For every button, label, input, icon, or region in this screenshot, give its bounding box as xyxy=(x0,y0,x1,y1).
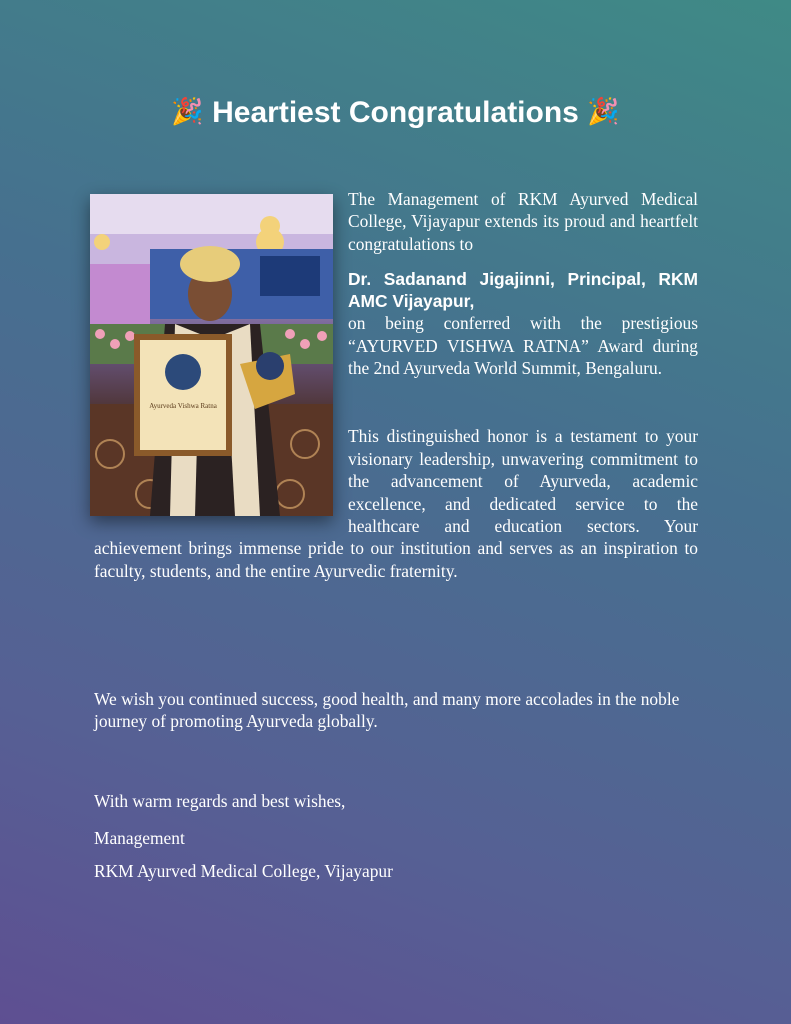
party-popper-icon: 🎉 xyxy=(171,96,204,126)
title-text: Heartiest Congratulations xyxy=(212,96,579,129)
wishes-paragraph: We wish you continued success, good health, and many more accolades in the noble journey of promoting Ayurveda globally. xyxy=(94,689,680,732)
signoff-college: RKM Ayurved Medical College, Vijayapur xyxy=(94,861,393,881)
award-paragraph: on being conferred with the prestigious “AYURVED VISHWA RATNA” Award during the 2nd Ayurveda World Summit, Bengaluru. xyxy=(348,313,698,379)
message-body xyxy=(94,188,698,582)
awardee-name: Dr. Sadanand Jigajinni, Principal, RKM AMC Vijayapur, xyxy=(348,269,698,312)
page-title xyxy=(0,96,791,130)
intro-paragraph: The Management of RKM Ayurved Medical College, Vijayapur extends its proud and heartfelt congratulations to xyxy=(348,189,698,254)
plaque-text: Ayurveda Vishwa Ratna xyxy=(149,402,217,410)
party-popper-icon: 🎉 xyxy=(587,96,620,126)
signoff-management: Management xyxy=(94,828,185,848)
tribute-paragraph: This distinguished honor is a testament to your visionary leadership, unwavering commitment to the advancement of Ayurveda, academic excellence, and dedicated service to the healthcare and education sectors. Your achievement brings immense pride to our institution and serves as an inspiration to faculty, students, and the entire Ayurvedic fraternity. xyxy=(94,426,698,581)
closing-line: With warm regards and best wishes, xyxy=(94,791,346,811)
